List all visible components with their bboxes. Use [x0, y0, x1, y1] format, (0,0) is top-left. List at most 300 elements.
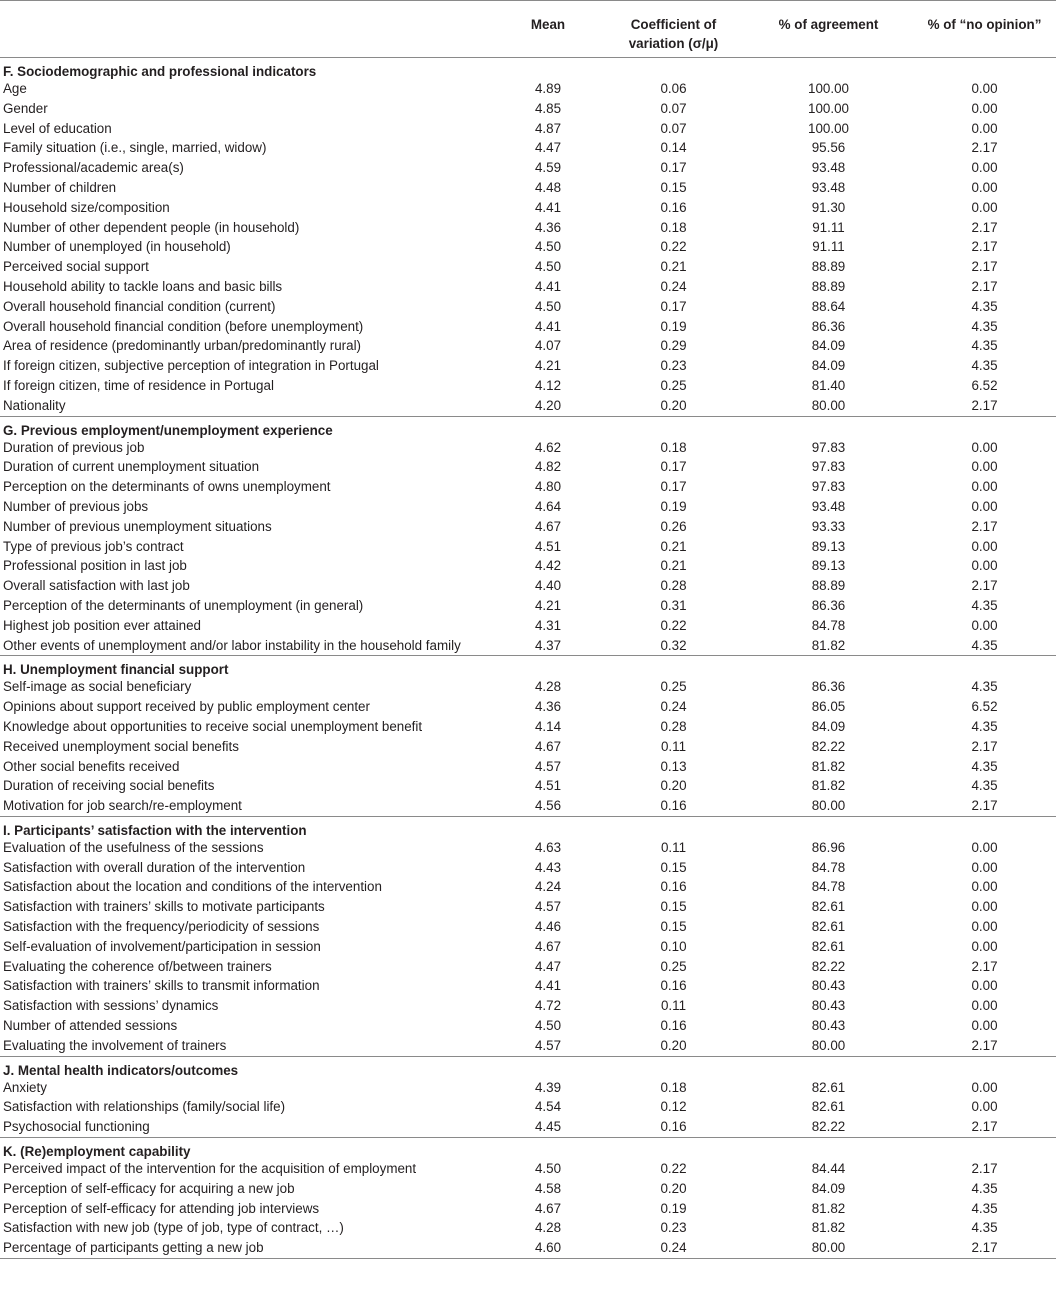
cell-coefficient-of-variation: 0.22 [660, 1161, 687, 1177]
cell-no-opinion: 0.00 [971, 859, 998, 875]
cell-mean: 4.58 [534, 1180, 562, 1196]
cell-mean: 4.80 [534, 479, 562, 495]
cell-coefficient-of-variation: 0.18 [660, 439, 687, 455]
cell-mean: 4.72 [534, 998, 562, 1014]
cell-no-opinion: 2.17 [971, 798, 998, 814]
cell-coefficient-of-variation: 0.20 [660, 397, 687, 413]
cell-no-opinion: 2.17 [971, 397, 998, 413]
cell-agreement: 82.61 [811, 1099, 846, 1115]
cell-no-opinion: 2.17 [971, 1037, 998, 1053]
cell-agreement: 82.61 [811, 938, 846, 954]
table-row [0, 356, 1056, 376]
row-label: Duration of receiving social benefits [3, 778, 215, 794]
cell-agreement: 84.09 [811, 338, 846, 354]
table-row [0, 1117, 1056, 1137]
row-label: Duration of previous job [3, 439, 145, 455]
row-label: Age [3, 81, 27, 96]
cell-coefficient-of-variation: 0.25 [660, 377, 687, 393]
cell-coefficient-of-variation: 0.11 [660, 738, 687, 754]
cell-no-opinion: 4.35 [971, 358, 998, 374]
cell-mean: 4.36 [534, 219, 562, 235]
cell-no-opinion: 2.17 [971, 259, 998, 275]
cell-coefficient-of-variation: 0.14 [660, 140, 687, 156]
cell-coefficient-of-variation: 0.15 [660, 919, 687, 935]
cell-coefficient-of-variation: 0.32 [660, 637, 687, 653]
row-label: Professional/academic area(s) [3, 160, 184, 176]
cell-no-opinion: 2.17 [971, 518, 998, 534]
cell-coefficient-of-variation: 0.28 [660, 718, 687, 734]
cell-mean: 4.48 [534, 179, 562, 195]
table-row [0, 636, 1056, 656]
cell-no-opinion: 0.00 [971, 899, 998, 915]
cell-no-opinion: 0.00 [971, 919, 998, 935]
cell-mean: 4.87 [534, 120, 562, 136]
cell-mean: 4.07 [534, 338, 562, 354]
cell-agreement: 84.78 [811, 879, 846, 895]
cell-coefficient-of-variation: 0.16 [660, 1018, 687, 1034]
cell-no-opinion: 0.00 [971, 459, 998, 475]
cell-mean: 4.42 [534, 558, 562, 574]
cell-no-opinion: 0.00 [971, 479, 998, 495]
cell-coefficient-of-variation: 0.19 [660, 1200, 687, 1216]
cell-no-opinion: 4.35 [971, 679, 998, 695]
cell-agreement: 86.96 [811, 839, 846, 855]
cell-no-opinion: 0.00 [971, 558, 998, 574]
cell-coefficient-of-variation: 0.20 [660, 1037, 687, 1053]
cell-coefficient-of-variation: 0.06 [660, 81, 687, 96]
cell-no-opinion: 4.35 [971, 758, 998, 774]
cell-agreement: 88.89 [811, 578, 846, 594]
row-label: Duration of current unemployment situation [3, 459, 260, 475]
row-label: Satisfaction with trainers’ skills to motivate participants [3, 899, 325, 915]
table-row [0, 457, 1056, 477]
table-row [0, 677, 1056, 697]
row-label: Household ability to tackle loans and basic bills [3, 278, 283, 294]
cell-mean: 4.21 [534, 358, 562, 374]
table-row [0, 317, 1056, 337]
cell-coefficient-of-variation: 0.07 [660, 120, 687, 136]
row-label: Evaluating the coherence of/between trainers [3, 958, 272, 974]
table-row [0, 119, 1056, 139]
cell-agreement: 97.83 [811, 479, 846, 495]
cell-mean: 4.56 [534, 798, 562, 814]
cell-agreement: 82.61 [811, 919, 846, 935]
cell-mean: 4.21 [534, 597, 562, 613]
cell-no-opinion: 0.00 [971, 879, 998, 895]
cell-mean: 4.45 [534, 1119, 562, 1135]
cell-agreement: 91.30 [811, 199, 846, 215]
cell-no-opinion: 0.00 [971, 120, 998, 136]
cell-agreement: 88.89 [811, 278, 846, 294]
cell-agreement: 80.43 [811, 998, 846, 1014]
cell-no-opinion: 0.00 [971, 1018, 998, 1034]
row-label: Satisfaction with sessions’ dynamics [3, 998, 219, 1014]
row-label: Number of previous jobs [3, 498, 149, 514]
cell-agreement: 81.40 [811, 377, 846, 393]
section-title: I. Participants’ satisfaction with the intervention [0, 816, 1056, 838]
cell-agreement: 82.61 [811, 1079, 846, 1095]
table-row [0, 796, 1056, 816]
cell-no-opinion: 4.35 [971, 318, 998, 334]
row-label: Perceived impact of the intervention for the acquisition of employment [3, 1161, 417, 1177]
cell-coefficient-of-variation: 0.23 [660, 358, 687, 374]
cell-no-opinion: 0.00 [971, 978, 998, 994]
cell-coefficient-of-variation: 0.24 [660, 699, 687, 715]
cell-coefficient-of-variation: 0.23 [660, 1220, 687, 1236]
table-row [0, 858, 1056, 878]
cell-agreement: 91.11 [812, 219, 845, 235]
cell-coefficient-of-variation: 0.21 [660, 259, 687, 275]
cell-agreement: 80.43 [811, 978, 846, 994]
cell-no-opinion: 0.00 [971, 439, 998, 455]
cell-no-opinion: 2.17 [971, 738, 998, 754]
cell-mean: 4.60 [493, 1238, 603, 1258]
cell-mean: 4.39 [534, 1079, 562, 1095]
cell-no-opinion: 0.00 [971, 100, 998, 116]
cell-no-opinion: 4.35 [971, 1220, 998, 1236]
column-header-no-opinion: % of “no opinion” [913, 1, 1056, 58]
row-label: Satisfaction with overall duration of the intervention [3, 859, 306, 875]
cell-no-opinion: 0.00 [971, 1099, 998, 1115]
cell-mean: 4.41 [534, 278, 562, 294]
cell-agreement: 97.83 [811, 439, 846, 455]
row-label: Overall household financial condition (before unemployment) [3, 318, 364, 334]
row-label: Type of previous job’s contract [3, 538, 184, 554]
cell-agreement: 82.22 [811, 738, 846, 754]
table-row [0, 1097, 1056, 1117]
table-row [0, 79, 1056, 99]
table-row [0, 596, 1056, 616]
table-row [0, 336, 1056, 356]
column-header-item [0, 1, 493, 58]
table-row [0, 277, 1056, 297]
cell-agreement: 84.44 [811, 1161, 846, 1177]
cell-coefficient-of-variation: 0.29 [660, 338, 687, 354]
cell-agreement: 84.78 [811, 617, 846, 633]
cell-coefficient-of-variation: 0.13 [660, 758, 687, 774]
cell-coefficient-of-variation: 0.22 [660, 239, 687, 255]
table-body [0, 58, 1056, 1259]
cell-mean: 4.50 [534, 239, 562, 255]
cell-coefficient-of-variation: 0.24 [660, 278, 687, 294]
cell-coefficient-of-variation: 0.17 [660, 298, 687, 314]
row-label: Overall household financial condition (current) [3, 298, 276, 314]
cell-mean: 4.46 [534, 919, 562, 935]
cell-no-opinion: 2.17 [971, 278, 998, 294]
row-label: Knowledge about opportunities to receive social unemployment benefit [3, 718, 423, 734]
cell-agreement: 86.36 [811, 679, 846, 695]
section-title: K. (Re)employment capability [0, 1138, 1056, 1160]
cell-agreement: 80.00 [811, 397, 846, 413]
cell-mean: 4.41 [534, 199, 562, 215]
cell-coefficient-of-variation: 0.17 [660, 459, 687, 475]
column-header-coefficient-of-variation: Coefficient of variation (σ/μ) [603, 1, 744, 58]
table-row [0, 477, 1056, 497]
cell-agreement: 93.48 [811, 498, 846, 514]
row-label: Number of unemployed (in household) [3, 239, 231, 255]
cell-mean: 4.67 [534, 1200, 562, 1216]
cell-agreement: 81.82 [811, 1200, 846, 1216]
table-row [0, 396, 1056, 416]
cell-agreement: 93.33 [811, 518, 846, 534]
table-row [0, 438, 1056, 458]
cell-agreement: 86.36 [811, 318, 846, 334]
cell-no-opinion: 2.17 [971, 1119, 998, 1135]
row-label: Other social benefits received [3, 758, 180, 774]
row-label: Number of children [3, 179, 117, 195]
table-row [0, 556, 1056, 576]
cell-no-opinion: 0.00 [971, 199, 998, 215]
cell-agreement: 80.00 [811, 798, 846, 814]
cell-mean: 4.12 [534, 377, 562, 393]
table-row [0, 757, 1056, 777]
table-row [0, 737, 1056, 757]
cell-coefficient-of-variation: 0.24 [603, 1238, 744, 1258]
cell-agreement: 89.13 [811, 558, 846, 574]
cell-coefficient-of-variation: 0.21 [660, 538, 687, 554]
row-label: Number of other dependent people (in household) [3, 219, 300, 235]
cell-no-opinion: 4.35 [971, 1200, 998, 1216]
cell-no-opinion: 4.35 [971, 338, 998, 354]
table-row [0, 838, 1056, 858]
cell-mean: 4.63 [534, 839, 562, 855]
section-header-row [0, 656, 1056, 678]
cell-coefficient-of-variation: 0.18 [660, 219, 687, 235]
cell-mean: 4.51 [534, 778, 562, 794]
cell-coefficient-of-variation: 0.16 [660, 199, 687, 215]
table-row [0, 1016, 1056, 1036]
cell-mean: 4.67 [534, 938, 562, 954]
row-label: Number of attended sessions [3, 1018, 178, 1034]
row-label: Professional position in last job [3, 558, 187, 574]
row-label: Perception of self-efficacy for acquiring a new job [3, 1180, 295, 1196]
cell-agreement: 84.09 [811, 718, 846, 734]
cell-coefficient-of-variation: 0.17 [660, 479, 687, 495]
cell-no-opinion: 2.17 [971, 1161, 998, 1177]
row-label: Satisfaction with the frequency/periodicity of sessions [3, 919, 320, 935]
row-label: Level of education [3, 120, 112, 136]
table-row [0, 877, 1056, 897]
cell-agreement: 86.05 [811, 699, 846, 715]
cell-mean: 4.67 [534, 518, 562, 534]
table-row [0, 776, 1056, 796]
cell-agreement: 81.82 [811, 778, 846, 794]
cell-agreement: 80.43 [811, 1018, 846, 1034]
table-row [0, 497, 1056, 517]
cell-no-opinion: 2.17 [971, 239, 998, 255]
cell-agreement: 84.09 [811, 358, 846, 374]
cell-mean: 4.43 [534, 859, 562, 875]
cell-coefficient-of-variation: 0.19 [660, 318, 687, 334]
cell-coefficient-of-variation: 0.22 [660, 617, 687, 633]
cell-no-opinion: 2.17 [971, 578, 998, 594]
table-row [0, 1159, 1056, 1179]
cell-coefficient-of-variation: 0.15 [660, 179, 687, 195]
cell-no-opinion: 0.00 [971, 81, 998, 96]
cell-agreement: 82.22 [811, 1119, 846, 1135]
table-row [0, 616, 1056, 636]
row-label: Psychosocial functioning [3, 1119, 150, 1135]
row-label: Self-evaluation of involvement/participation in session [3, 938, 321, 954]
cell-coefficient-of-variation: 0.31 [660, 597, 687, 613]
section-title: J. Mental health indicators/outcomes [0, 1056, 1056, 1078]
cell-agreement: 81.82 [811, 758, 846, 774]
cell-agreement: 86.36 [811, 597, 846, 613]
row-label: Satisfaction with relationships (family/social life) [3, 1099, 286, 1115]
cell-coefficient-of-variation: 0.16 [660, 978, 687, 994]
cell-no-opinion: 4.35 [971, 597, 998, 613]
cell-mean: 4.14 [534, 718, 562, 734]
table-row [0, 897, 1056, 917]
row-label: Satisfaction about the location and conditions of the intervention [3, 879, 382, 895]
row-label: Evaluating the involvement of trainers [3, 1037, 227, 1053]
cell-coefficient-of-variation: 0.21 [660, 558, 687, 574]
row-label: Evaluation of the usefulness of the sessions [3, 839, 264, 855]
cell-no-opinion: 2.17 [913, 1238, 1056, 1258]
cell-mean: 4.85 [534, 100, 562, 116]
row-label: Perception of self-efficacy for attending job interviews [3, 1200, 320, 1216]
row-label: Area of residence (predominantly urban/predominantly rural) [3, 338, 362, 354]
cell-coefficient-of-variation: 0.25 [660, 958, 687, 974]
cell-agreement: 100.00 [808, 100, 849, 116]
cell-mean: 4.31 [534, 617, 562, 633]
section-header-row [0, 816, 1056, 838]
cell-mean: 4.47 [534, 958, 562, 974]
cell-agreement: 88.89 [811, 259, 846, 275]
table-row [0, 99, 1056, 119]
table-row [0, 1179, 1056, 1199]
section-header-row [0, 1138, 1056, 1160]
cell-mean: 4.41 [534, 978, 562, 994]
table-row [0, 576, 1056, 596]
cell-mean: 4.24 [534, 879, 562, 895]
cell-no-opinion: 0.00 [971, 1079, 998, 1095]
table-row [0, 717, 1056, 737]
row-label: Satisfaction with new job (type of job, type of contract, …) [3, 1220, 344, 1236]
section-title: F. Sociodemographic and professional indicators [3, 64, 317, 79]
table-row [0, 937, 1056, 957]
cell-no-opinion: 0.00 [971, 498, 998, 514]
table-row [0, 1218, 1056, 1238]
row-label: Percentage of participants getting a new job [0, 1238, 493, 1258]
row-label: If foreign citizen, subjective perception of integration in Portugal [3, 358, 379, 374]
table-row [0, 1238, 1056, 1258]
cell-agreement: 82.61 [811, 899, 846, 915]
cell-no-opinion: 2.17 [971, 140, 998, 156]
cell-agreement: 100.00 [808, 81, 849, 96]
cell-mean: 4.28 [534, 1220, 562, 1236]
cell-no-opinion: 0.00 [971, 938, 998, 954]
cell-agreement: 93.48 [811, 179, 846, 195]
table-row [0, 257, 1056, 277]
row-label: Household size/composition [3, 199, 170, 215]
table-row [0, 138, 1056, 158]
cell-mean: 4.59 [534, 160, 562, 176]
cell-mean: 4.51 [534, 538, 562, 554]
cell-coefficient-of-variation: 0.07 [660, 100, 687, 116]
row-label: Number of previous unemployment situations [3, 518, 272, 534]
cell-no-opinion: 0.00 [971, 839, 998, 855]
cell-coefficient-of-variation: 0.19 [660, 498, 687, 514]
cell-coefficient-of-variation: 0.11 [660, 998, 687, 1014]
table-row [0, 198, 1056, 218]
cell-mean: 4.82 [534, 459, 562, 475]
cell-mean: 4.64 [534, 498, 562, 514]
cell-agreement: 81.82 [811, 1220, 846, 1236]
section-header-row [0, 416, 1056, 438]
cell-mean: 4.40 [534, 578, 562, 594]
row-label: Motivation for job search/re-employment [3, 798, 242, 814]
cell-no-opinion: 0.00 [971, 538, 998, 554]
cell-no-opinion: 4.35 [971, 1180, 998, 1196]
row-label: Perceived social support [3, 259, 149, 275]
table-row [0, 697, 1056, 717]
cell-coefficient-of-variation: 0.12 [660, 1099, 687, 1115]
cell-coefficient-of-variation: 0.18 [660, 1079, 687, 1095]
cell-mean: 4.50 [534, 1161, 562, 1177]
table-header [0, 1, 1056, 58]
row-label: If foreign citizen, time of residence in Portugal [3, 377, 274, 393]
cell-no-opinion: 6.52 [971, 699, 998, 715]
section-header-row [0, 58, 1056, 80]
cell-agreement: 82.22 [811, 958, 846, 974]
cell-mean: 4.57 [534, 1037, 562, 1053]
cell-coefficient-of-variation: 0.16 [660, 798, 687, 814]
table-row [0, 237, 1056, 257]
cell-no-opinion: 0.00 [971, 617, 998, 633]
cell-no-opinion: 2.17 [971, 219, 998, 235]
cell-mean: 4.50 [534, 259, 562, 275]
cell-mean: 4.57 [534, 758, 562, 774]
cell-no-opinion: 0.00 [971, 179, 998, 195]
table-row [0, 158, 1056, 178]
cell-agreement: 89.13 [811, 538, 846, 554]
cell-coefficient-of-variation: 0.16 [660, 1119, 687, 1135]
cell-coefficient-of-variation: 0.20 [660, 778, 687, 794]
row-label: Satisfaction with trainers’ skills to transmit information [3, 978, 320, 994]
row-label: Self-image as social beneficiary [3, 679, 192, 695]
row-label: Highest job position ever attained [3, 617, 202, 633]
cell-mean: 4.47 [534, 140, 562, 156]
cell-coefficient-of-variation: 0.20 [660, 1180, 687, 1196]
cell-no-opinion: 0.00 [971, 160, 998, 176]
cell-mean: 4.67 [534, 738, 562, 754]
cell-agreement: 97.83 [811, 459, 846, 475]
column-header-mean: Mean [493, 1, 603, 58]
cell-coefficient-of-variation: 0.11 [660, 839, 687, 855]
table-row [0, 178, 1056, 198]
table-row [0, 917, 1056, 937]
cell-mean: 4.37 [534, 637, 562, 653]
cell-coefficient-of-variation: 0.15 [660, 899, 687, 915]
table-row [0, 537, 1056, 557]
cell-no-opinion: 4.35 [971, 778, 998, 794]
table-row [0, 976, 1056, 996]
row-label: Overall satisfaction with last job [3, 578, 190, 594]
cell-mean: 4.62 [534, 439, 562, 455]
row-label: Gender [3, 100, 48, 116]
cell-mean: 4.50 [534, 1018, 562, 1034]
row-label: Received unemployment social benefits [3, 738, 239, 754]
cell-coefficient-of-variation: 0.17 [660, 160, 687, 176]
cell-no-opinion: 4.35 [971, 298, 998, 314]
cell-no-opinion: 4.35 [971, 637, 998, 653]
row-label: Perception on the determinants of owns unemployment [3, 479, 331, 495]
cell-no-opinion: 4.35 [971, 718, 998, 734]
cell-mean: 4.54 [534, 1099, 562, 1115]
section-header-row [0, 1056, 1056, 1078]
cell-no-opinion: 0.00 [971, 998, 998, 1014]
